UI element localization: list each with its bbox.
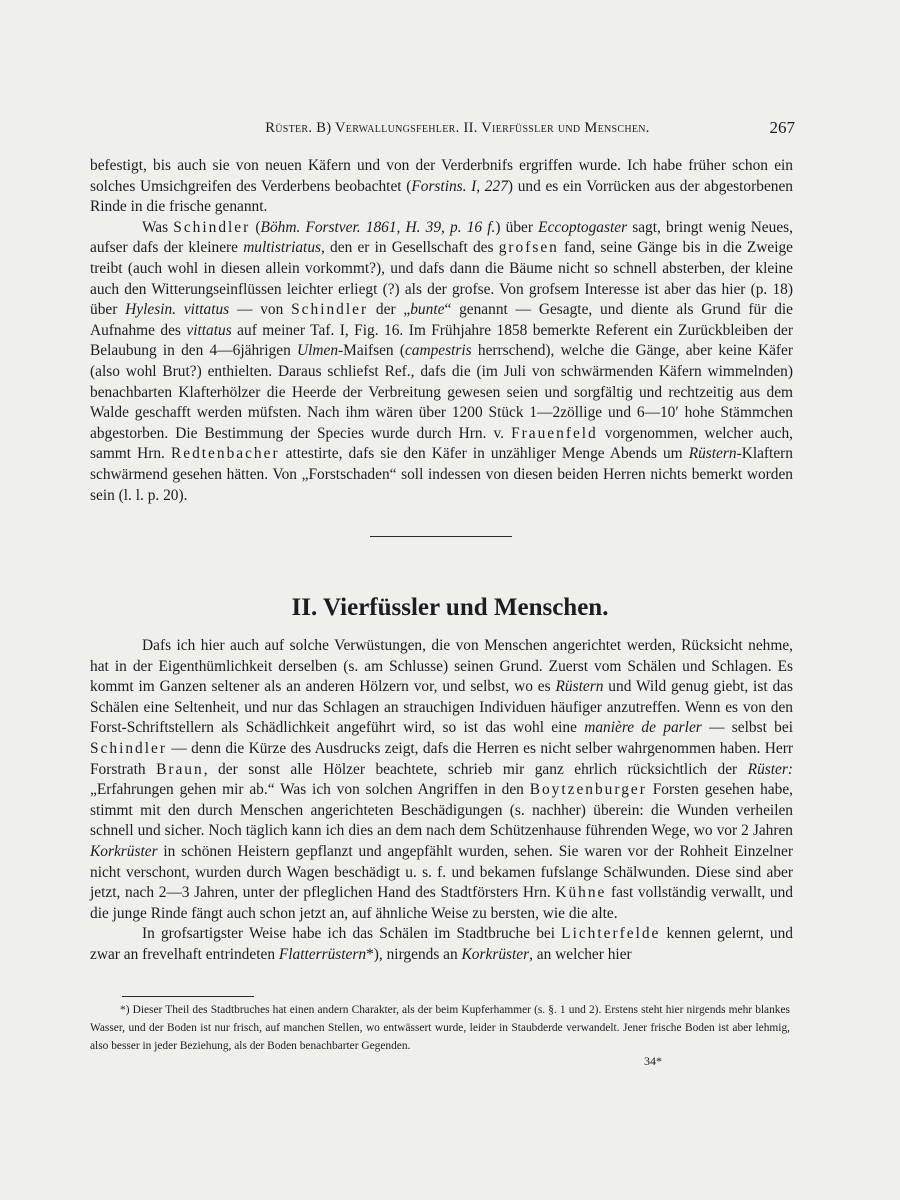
paragraph-schaelen: Dafs ich hier auch auf solche Verwüstungen, die von Menschen angerichtet werden, Rücksicht nehme, hat in der Eigenthümlichkeit derselben (s. am Schlusse) seinen Grund. Zuerst vom Schälen und Schlagen. Es kommt im Ganzen seltener als an anderen Hölzern vor, und selbst, wo es Rüstern und Wild genug giebt, ist das Schälen eine Seltenheit, und nur das Schlagen an strauchigen Individuen häufiger anzutreffen. Wenn es von den Forst-Schriftstellern als Schädlichkeit angeführt wird, so ist das wohl eine manière de parler — selbst bei Schindler — denn die Kürze des Ausdrucks zeigt, dafs die Herren es nicht selber wahrgenommen haben. Herr Forstrath Braun, der sonst alle Hölzer beachtete, schrieb mir ganz ehrlich rücksichtlich der Rüster: „Erfahrungen gehen mir ab.“ Was ich von solchen Angriffen in den Boytzenburger Forsten gesehen habe, stimmt mit den durch Menschen angerichteten Beschädigungen (s. nachher) überein: die Wunden verheilen schnell und sicher. Noch täglich kann ich dies an dem nach dem Schützenhause führenden Wege, wo vor 2 Jahren Korkrüster in schönen Heistern gepflanzt und angepfählt wurden, sehen. Sie waren vor der Rohheit Einzelner nicht verschont, wurden durch Wagen beschädigt u. s. f. und bekamen fufslange Schälwunden. Diese sind aber jetzt, nach 2—3 Jahren, unter der pfleglichen Hand des Stadtförsters Hrn. Kühne fast vollständig verwallt, und die junge Rinde fängt auch schon jetzt an, auf ähnliche Weise zu bersten, wie die alte. — [90, 637, 794, 922]
paragraph-schindler: Was Schindler (Böhm. Forstver. 1861, H. 39, p. 16 f.) über Eccoptogaster sagt, bringt wenig Neues, aufser dafs der kleinere multistriatus, den er in Gesellschaft des grofsen fand, seine Gänge bis in die Zweige treibt (auch wohl in diesen allein vorkommt?), und dafs dann die Bäume nicht so schnell absterben, der kleine auch den Witterungseinflüssen leichter erliegt (?) als der grofse. Von grofsem Interesse ist aber das hier (p. 18) über Hylesin. vittatus — von Schindler der „bunte“ genannt — Gesagte, und diente als Grund für die Aufnahme des vittatus auf meiner Taf. I, Fig. 16. Im Frühjahre 1858 bemerkte Referent ein Zurückbleiben der Belaubung in den 4—6jährigen Ulmen-Maifsen (campestris herrschend), welche die Gänge, aber keine Käfer (also wohl Brut?) enthielten. Daraus schliefst Ref., dafs die (im Juli von schwärmenden Käfern wimmelnden) benachbarten Klafterhölzer die Heerde der Verbreitung gewesen seien und sorgfältig und rechtzeitig aus dem Walde geschafft werden müfsten. Nach ihm wären über 1200 Stück 1—2zöllige und 6—10′ hohe Stämmchen abgestorben. Die Bestimmung der Species wurde durch Hrn. v. Frauenfeld vorgenommen, welcher auch, sammt Hrn. Redtenbacher attestirte, dafs sie den Käfer in unzähliger Menge Abends um Rüstern-Klaftern schwärmend gesehen hätten. Von „Forstschaden“ soll indessen von diesen beiden Herren nichts bemerkt worden sein (l. l. p. 20). — [90, 218, 794, 504]
paragraph-continuation: befestigt, bis auch sie von neuen Käfern und von der Verderbnifs ergriffen wurde. Ich habe früher schon ein solches Umsichgreifen des Verderbens beobachtet (Forstins. I, 227) und es ein Vorrücken aus der abgestorbenen Rinde in die frische genannt. — [90, 157, 793, 216]
signature-mark: 34* — [644, 1054, 662, 1068]
paragraph-lichterfelde: In grofsartigster Weise habe ich das Schälen im Stadtbruche bei Lichterfelde kennen gelernt, und zwar an frevelhaft entrindeten Flatterrüstern*), nirgends an Korkrüster, an welcher hier — [90, 925, 793, 963]
running-title: Rüster. B) Verwallungsfehler. II. Vierfüssler und Menschen. — [265, 120, 650, 136]
footnote-rule — [122, 996, 254, 997]
footnote — [90, 1002, 790, 1055]
footnote-text: *) Dieser Theil des Stadtbruches hat einen andern Charakter, als der beim Kupferhammer (s. §. 1 und 2). Erstens steht hier nirgends mehr blankes Wasser, und der Boden ist nur frisch, auf manchen Stellen, wo entwässert wurde, leider in Staubderde verwandelt. Jener frische Boden ist aber lehmig, also besser in jeder Beziehung, als der Boden benachbarter Gegenden. — [90, 1004, 790, 1052]
page-number: 267 — [769, 118, 795, 137]
body-text-lower — [90, 636, 793, 966]
section-divider — [370, 536, 512, 537]
section-title: II. Vierfüssler und Menschen. — [291, 594, 609, 621]
body-text-upper — [90, 156, 793, 506]
running-header — [90, 118, 795, 140]
